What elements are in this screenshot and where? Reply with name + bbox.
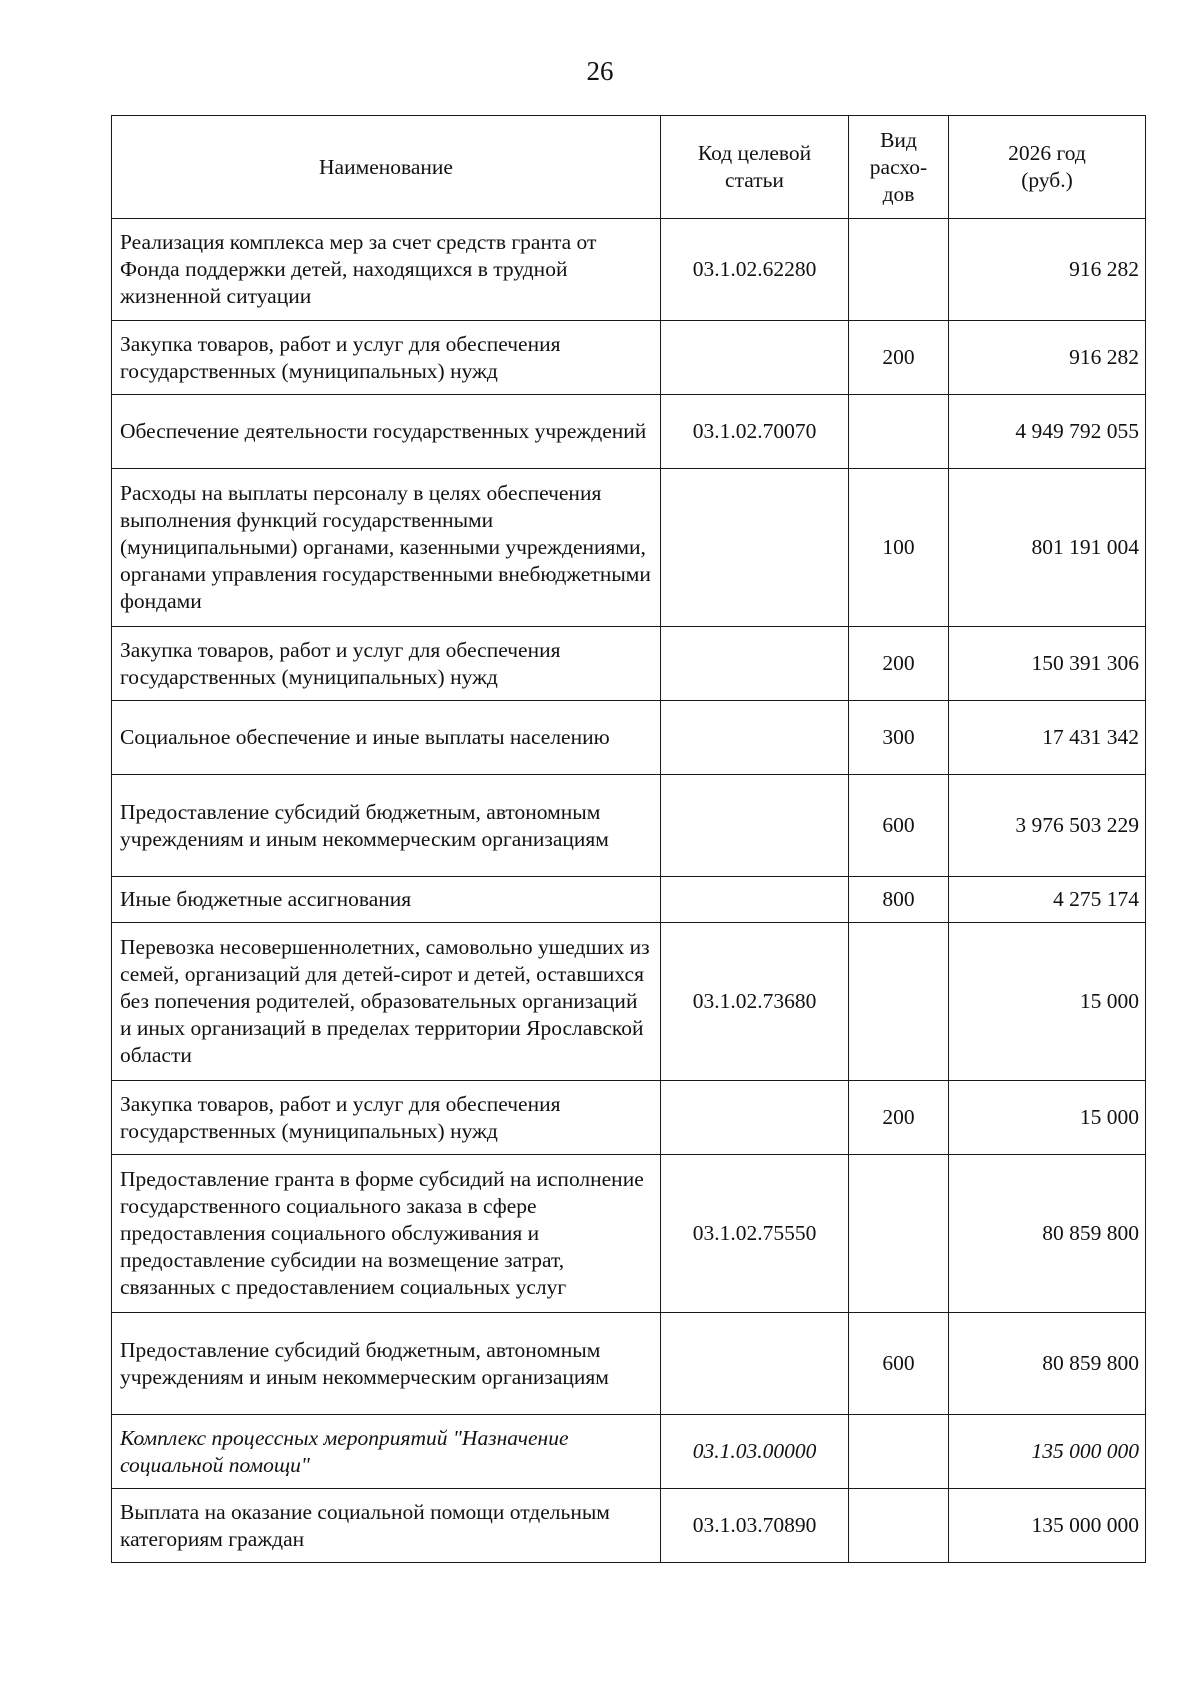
header-name: Наименование — [112, 116, 661, 219]
row-name: Реализация комплекса мер за счет средств гранта от Фонда поддержки детей, находящихся в трудной жизненной ситуации — [112, 219, 661, 321]
row-name: Социальное обеспечение и иные выплаты населению — [112, 701, 661, 775]
table-row — [112, 877, 1146, 923]
row-expense-type — [849, 1415, 949, 1489]
row-amount: 4 275 174 — [949, 877, 1146, 923]
table-row — [112, 1081, 1146, 1155]
header-code: Код целевой статьи — [661, 116, 849, 219]
table-row — [112, 1415, 1146, 1489]
row-code: 03.1.02.75550 — [661, 1155, 849, 1313]
row-name: Комплекс процессных мероприятий "Назначение социальной помощи" — [112, 1415, 661, 1489]
row-expense-type: 600 — [849, 775, 949, 877]
table-row — [112, 627, 1146, 701]
row-expense-type: 800 — [849, 877, 949, 923]
row-name: Расходы на выплаты персоналу в целях обеспечения выполнения функций государственными (муниципальными) органами, казенными учреждениями, органами управления государственными внебюджетными фондами — [112, 469, 661, 627]
row-name: Перевозка несовершеннолетних, самовольно ушедших из семей, организаций для детей-сирот и детей, оставшихся без попечения родителей, образовательных организаций и иных организаций в пределах территории Ярославской области — [112, 923, 661, 1081]
row-name: Закупка товаров, работ и услуг для обеспечения государственных (муниципальных) нужд — [112, 321, 661, 395]
table-row — [112, 321, 1146, 395]
table-header-row — [112, 116, 1146, 219]
row-code: 03.1.03.70890 — [661, 1489, 849, 1563]
row-code — [661, 469, 849, 627]
row-code — [661, 701, 849, 775]
row-expense-type: 600 — [849, 1313, 949, 1415]
row-amount: 3 976 503 229 — [949, 775, 1146, 877]
row-expense-type — [849, 395, 949, 469]
row-amount: 150 391 306 — [949, 627, 1146, 701]
row-amount: 916 282 — [949, 219, 1146, 321]
row-name: Закупка товаров, работ и услуг для обеспечения государственных (муниципальных) нужд — [112, 627, 661, 701]
row-amount: 4 949 792 055 — [949, 395, 1146, 469]
header-amount-2026: 2026 год (руб.) — [949, 116, 1146, 219]
table-row — [112, 219, 1146, 321]
row-name: Предоставление субсидий бюджетным, автономным учреждениям и иным некоммерческим организациям — [112, 775, 661, 877]
row-expense-type: 200 — [849, 1081, 949, 1155]
row-amount: 135 000 000 — [949, 1415, 1146, 1489]
table-row — [112, 775, 1146, 877]
table-row — [112, 1155, 1146, 1313]
row-code: 03.1.02.73680 — [661, 923, 849, 1081]
header-expense-type: Вид расхо- дов — [849, 116, 949, 219]
row-code — [661, 321, 849, 395]
row-code: 03.1.02.62280 — [661, 219, 849, 321]
row-name: Иные бюджетные ассигнования — [112, 877, 661, 923]
table-row — [112, 923, 1146, 1081]
row-amount: 135 000 000 — [949, 1489, 1146, 1563]
row-code: 03.1.02.70070 — [661, 395, 849, 469]
row-code — [661, 877, 849, 923]
row-amount: 80 859 800 — [949, 1313, 1146, 1415]
row-code: 03.1.03.00000 — [661, 1415, 849, 1489]
row-expense-type: 100 — [849, 469, 949, 627]
row-expense-type: 200 — [849, 321, 949, 395]
row-code — [661, 1313, 849, 1415]
table-row — [112, 469, 1146, 627]
table-row — [112, 395, 1146, 469]
row-expense-type — [849, 1489, 949, 1563]
row-amount: 17 431 342 — [949, 701, 1146, 775]
row-expense-type: 200 — [849, 627, 949, 701]
row-expense-type — [849, 923, 949, 1081]
row-name: Выплата на оказание социальной помощи отдельным категориям граждан — [112, 1489, 661, 1563]
row-amount: 80 859 800 — [949, 1155, 1146, 1313]
table-row — [112, 1313, 1146, 1415]
row-name: Обеспечение деятельности государственных учреждений — [112, 395, 661, 469]
budget-table — [111, 115, 1146, 1563]
row-expense-type: 300 — [849, 701, 949, 775]
row-amount: 801 191 004 — [949, 469, 1146, 627]
row-expense-type — [849, 219, 949, 321]
row-amount: 916 282 — [949, 321, 1146, 395]
page-number: 26 — [586, 56, 614, 86]
row-name: Предоставление гранта в форме субсидий на исполнение государственного социального заказа в сфере предоставления социального обслуживания и предоставление субсидии на возмещение затрат, связанных с предоставлением социальных услуг — [112, 1155, 661, 1313]
row-code — [661, 627, 849, 701]
row-name: Закупка товаров, работ и услуг для обеспечения государственных (муниципальных) нужд — [112, 1081, 661, 1155]
row-amount: 15 000 — [949, 923, 1146, 1081]
row-code — [661, 1081, 849, 1155]
row-code — [661, 775, 849, 877]
table-row — [112, 701, 1146, 775]
row-amount: 15 000 — [949, 1081, 1146, 1155]
row-expense-type — [849, 1155, 949, 1313]
table-row — [112, 1489, 1146, 1563]
row-name: Предоставление субсидий бюджетным, автономным учреждениям и иным некоммерческим организациям — [112, 1313, 661, 1415]
